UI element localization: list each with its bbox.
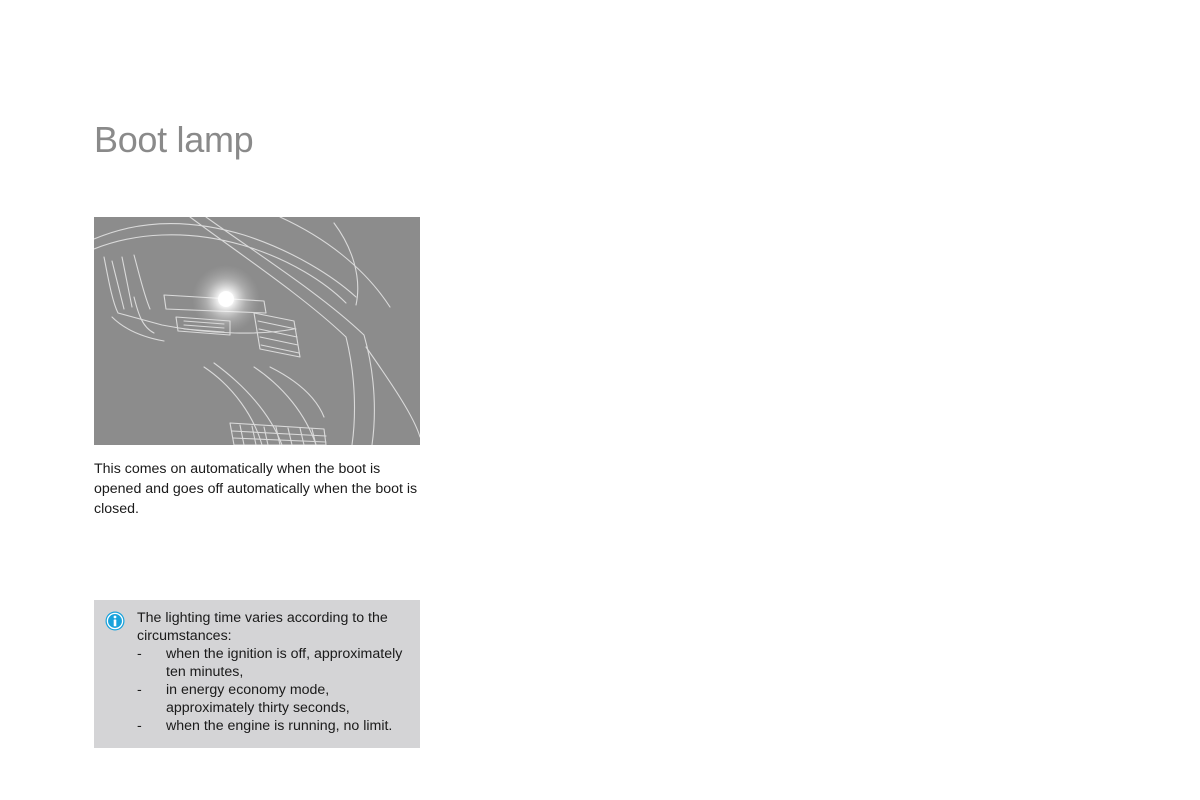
list-item-text: when the ignition is off, approximately ten minutes,	[166, 646, 403, 680]
boot-lamp-illustration	[94, 217, 420, 445]
list-item	[137, 717, 417, 735]
list-bullet: -	[137, 682, 142, 698]
list-bullet: -	[137, 718, 142, 734]
boot-interior-drawing	[94, 217, 420, 445]
note-list	[137, 645, 417, 735]
description-text: This comes on automatically when the boot is opened and goes off automatically when the boot is closed.	[94, 461, 418, 517]
list-item	[137, 681, 417, 717]
note-content	[137, 609, 417, 735]
list-bullet: -	[137, 646, 142, 662]
note-intro: The lighting time varies according to the circumstances:	[137, 610, 388, 644]
info-note	[94, 600, 420, 748]
list-item	[137, 645, 417, 681]
list-item-text: in energy economy mode, approximately thirty seconds,	[166, 682, 350, 716]
info-icon	[105, 611, 125, 631]
list-item-text: when the engine is running, no limit.	[166, 718, 393, 734]
page-title: Boot lamp	[94, 119, 254, 160]
